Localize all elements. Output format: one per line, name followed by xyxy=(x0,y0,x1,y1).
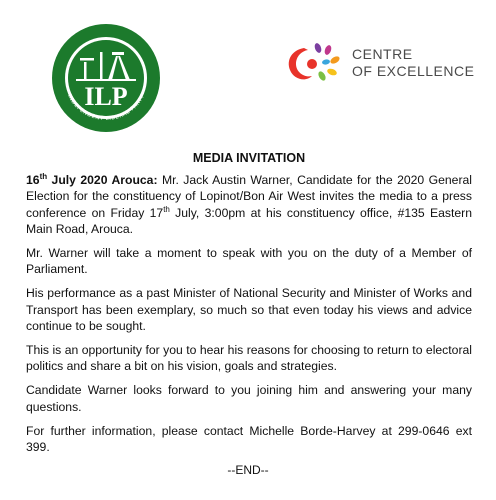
dateline xyxy=(26,173,158,187)
date-rest: July 2020 Arouca: xyxy=(47,173,158,188)
ilp-logo-ring-text: INDEPENDENT LIBERAL PARTY xyxy=(65,93,147,123)
document-title: MEDIA INVITATION xyxy=(192,151,306,165)
press-release-body xyxy=(26,150,472,463)
paragraph-duty: Mr. Warner will take a moment to speak with you on the duty of a Member of Parliament. xyxy=(26,246,472,277)
coe-line-1: CENTRE xyxy=(352,46,413,62)
paragraph-performance: His performance as a past Minister of National Security and Minister of Works and Transport has been exemplary, so much so that even today his views and advice continue to be sought. xyxy=(26,286,472,333)
coe-wordmark xyxy=(352,46,474,80)
letterhead xyxy=(0,0,496,150)
intro-text-b: July, 3:00pm at his constituency office, #135 Eastern Main Road, Arouca. xyxy=(26,205,472,236)
paragraph-contact: For further information, please contact Michelle Borde-Harvey at 299-0646 ext 399. xyxy=(26,423,472,455)
date-suffix: th xyxy=(39,172,48,182)
ilp-logo-letters: ILP xyxy=(84,82,128,111)
paragraph-opportunity: This is an opportunity for you to hear his reasons for choosing to return to electoral politics and share a bit on his vision, goals and strategies. xyxy=(26,343,472,374)
ilp-party-logo xyxy=(50,22,162,134)
end-marker: --END-- xyxy=(227,463,269,477)
paragraph-looks-forward: Candidate Warner looks forward to you joining him and answering your many questions. xyxy=(26,383,472,414)
intro-text-a: Mr. Jack Austin Warner, Candidate for the 2020 General Election for the constituency of Lopinot/Bon Air West invites the media to a press conference on Friday 17 xyxy=(26,173,472,220)
intro-text-sup: th xyxy=(163,204,170,214)
coe-swirl-icon xyxy=(282,40,344,86)
date-day: 16 xyxy=(26,173,40,188)
coe-line-2: OF EXCELLENCE xyxy=(352,63,475,79)
paragraph-intro xyxy=(26,172,472,237)
